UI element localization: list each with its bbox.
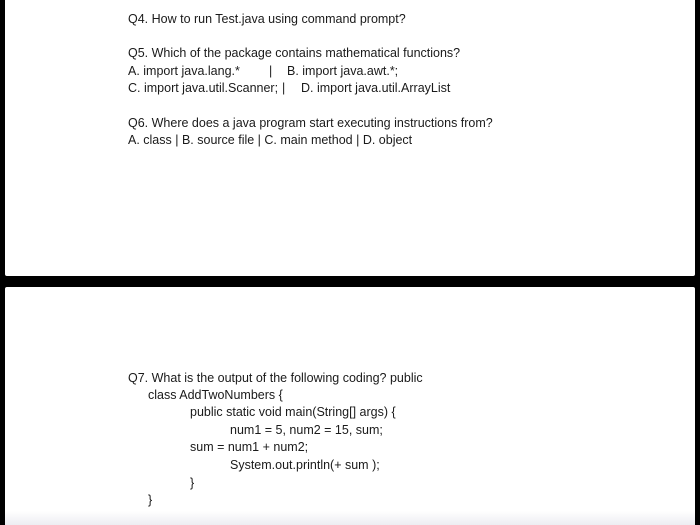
- code-line-4: sum = num1 + num2;: [190, 440, 309, 454]
- question-5: Q5. Which of the package contains mathematical functions?: [128, 46, 461, 60]
- code-line-5: System.out.println(+ sum );: [230, 458, 380, 472]
- q5-option-d: D. import java.util.ArrayList: [301, 81, 451, 95]
- q5-separator-1: |: [269, 64, 273, 78]
- code-line-2: public static void main(String[] args) {: [190, 405, 396, 419]
- code-line-7: }: [148, 493, 153, 507]
- question-7: Q7. What is the output of the following coding? public: [128, 371, 423, 385]
- code-line-3: num1 = 5, num2 = 15, sum;: [230, 423, 383, 437]
- q5-option-c: C. import java.util.Scanner;: [128, 81, 279, 95]
- code-line-6: }: [190, 476, 195, 490]
- q5-separator-2: |: [282, 81, 286, 95]
- q5-option-b: B. import java.awt.*;: [287, 64, 399, 78]
- question-4: Q4. How to run Test.java using command prompt?: [128, 12, 406, 26]
- page-bottom-shadow: [5, 511, 695, 525]
- question-6: Q6. Where does a java program start executing instructions from?: [128, 116, 493, 130]
- document-page-2: [5, 287, 695, 525]
- q6-options: A. class | B. source file | C. main method | D. object: [128, 133, 413, 147]
- q5-option-a: A. import java.lang.*: [128, 64, 240, 78]
- code-line-1: class AddTwoNumbers {: [148, 388, 283, 402]
- document-page-1: [5, 0, 695, 276]
